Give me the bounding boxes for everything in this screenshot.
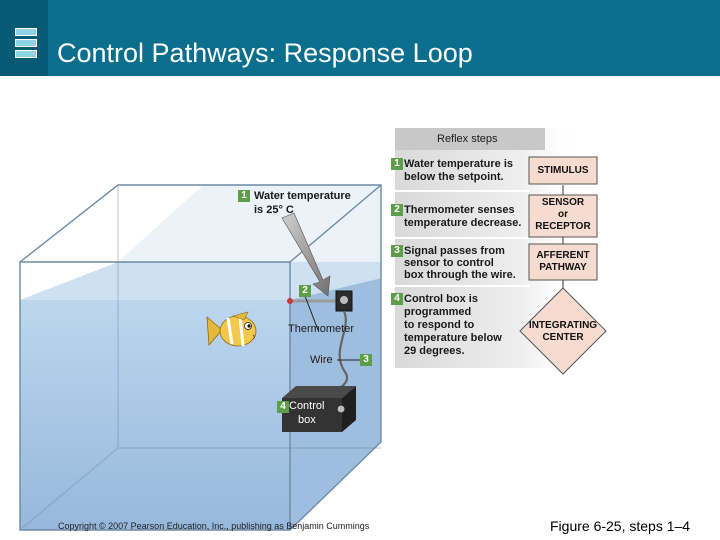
step-number-badge: 2 xyxy=(391,204,403,216)
callout-1-line: Water temperature xyxy=(254,190,351,202)
step-4-line: Control box is xyxy=(404,293,478,305)
step-3-line: sensor to control xyxy=(404,257,494,269)
integrating-label-line: CENTER xyxy=(542,332,584,343)
copyright-notice: Copyright © 2007 Pearson Education, Inc., publishing as Benjamin Cummings xyxy=(58,521,370,531)
afferent-label-line: PATHWAY xyxy=(539,262,587,273)
control-box-badge: 4 xyxy=(277,401,289,413)
sensor-label xyxy=(529,197,597,233)
thermometer-dial xyxy=(340,296,348,304)
callout-1-badge: 1 xyxy=(238,190,250,202)
step-number-badge: 4 xyxy=(391,293,403,305)
afferent-label-line: AFFERENT xyxy=(536,250,590,261)
callout-1-line: is 25° C xyxy=(254,204,294,216)
integrating-center-label xyxy=(519,320,607,344)
step-3-line: box through the wire. xyxy=(404,269,516,281)
step-1-line: below the setpoint. xyxy=(404,171,504,183)
sensor-label-line: or xyxy=(558,209,568,220)
control-box-knob xyxy=(337,405,345,413)
thermometer-label: Thermometer xyxy=(288,323,355,335)
reflex-panel-heading: Reflex steps xyxy=(437,133,498,145)
step-3-line: Signal passes from xyxy=(404,245,505,257)
step-2-line: temperature decrease. xyxy=(404,217,522,229)
afferent-label xyxy=(529,250,597,274)
wire-label: Wire xyxy=(310,354,333,366)
sensor-label-line: SENSOR xyxy=(541,197,585,208)
thermometer-badge: 2 xyxy=(299,285,311,297)
step-number-badge: 1 xyxy=(391,158,403,170)
step-2-line: Thermometer senses xyxy=(404,204,515,216)
control-box-label-line: Control xyxy=(289,400,325,412)
step-4-line: programmed xyxy=(404,306,472,318)
step-4-line: temperature below xyxy=(404,332,502,344)
sensor-label-line: RECEPTOR xyxy=(535,221,591,232)
thermometer-bulb xyxy=(287,298,293,304)
step-4-line: to respond to xyxy=(404,319,475,331)
figure-caption: Figure 6-25, steps 1–4 xyxy=(550,518,691,534)
slide-title: Control Pathways: Response Loop xyxy=(57,38,473,68)
stimulus-label: STIMULUS xyxy=(537,165,589,176)
integrating-label-line: INTEGRATING xyxy=(528,320,598,331)
step-number-badge: 3 xyxy=(391,245,403,257)
step-1-line: Water temperature is xyxy=(404,158,514,170)
step-4-line: 29 degrees. xyxy=(404,345,465,357)
wire-badge: 3 xyxy=(360,354,372,366)
control-box-label-line: box xyxy=(298,414,316,426)
